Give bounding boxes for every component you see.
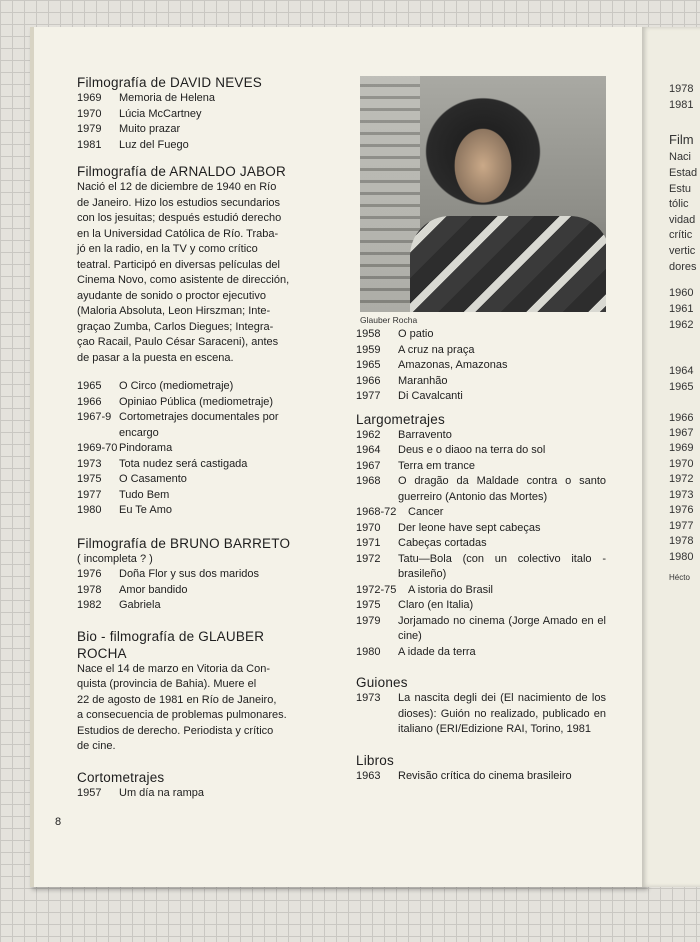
fragment: 1966 bbox=[669, 412, 694, 424]
film-title: Um día na rampa bbox=[119, 786, 204, 799]
rocha-heading-line: ROCHA bbox=[77, 645, 127, 661]
year: 1968 bbox=[356, 475, 381, 487]
film-title: Di Cavalcanti bbox=[398, 390, 463, 402]
filmography-row bbox=[77, 598, 317, 614]
filmography-row bbox=[77, 138, 317, 154]
fragment: 1977 bbox=[669, 520, 694, 532]
fragment: 1965 bbox=[669, 381, 694, 393]
rocha-heading-line: Bio - filmografía de GLAUBER bbox=[77, 628, 265, 644]
bio-line: graçao Zumba, Carlos Diegues; Integra- bbox=[77, 320, 274, 333]
book-page bbox=[30, 27, 646, 887]
year: 1973 bbox=[356, 692, 381, 704]
neves-heading: Filmografía de DAVID NEVES bbox=[77, 75, 263, 90]
film-title: Tatu—Bola (con un colectivo italo - brasileño) bbox=[398, 552, 606, 580]
barreto-note: ( incompleta ? ) bbox=[77, 552, 153, 565]
bio-line: çao Racail, Paulo César Saraceni), antes bbox=[77, 336, 279, 348]
jabor-bio bbox=[77, 180, 317, 366]
year: 1967-9 bbox=[77, 411, 112, 423]
film-title: Cortometrajes documentales por encargo bbox=[119, 411, 279, 439]
film-title: O dragão da Maldade contra o santo guerreiro (Antonio das Mortes) bbox=[398, 475, 606, 503]
bio-line: de Janeiro. Hizo los estudios secundarios bbox=[77, 196, 281, 209]
filmography-row bbox=[356, 614, 606, 645]
film-title: O Circo (mediometraje) bbox=[119, 380, 234, 392]
rocha-bio bbox=[77, 662, 317, 755]
fragment: Estad bbox=[669, 167, 698, 179]
filmography-row bbox=[356, 428, 606, 444]
year: 1969 bbox=[77, 92, 102, 104]
film-title: Maranhão bbox=[398, 374, 448, 387]
year: 1981 bbox=[77, 138, 102, 151]
barreto-list bbox=[77, 567, 317, 614]
shorts-heading: Cortometrajes bbox=[77, 769, 165, 785]
page-number: 8 bbox=[55, 816, 62, 828]
film-title: Tota nudez será castigada bbox=[119, 457, 248, 470]
filmography-row bbox=[356, 459, 606, 475]
shorts-list bbox=[356, 327, 606, 405]
features-heading: Largometrajes bbox=[356, 411, 445, 427]
film-title: Doña Flor y sus dos maridos bbox=[119, 568, 259, 580]
bio-line: (Maloria Absoluta, Leon Hirszman; Inte- bbox=[77, 305, 271, 317]
filmography-row bbox=[356, 598, 606, 614]
filmography-row bbox=[77, 583, 317, 599]
filmography-row bbox=[356, 536, 606, 552]
jabor-heading: Filmografía de ARNALDO JABOR bbox=[77, 164, 286, 179]
film-title: Pindorama bbox=[119, 442, 173, 454]
fragment: Hécto bbox=[669, 573, 690, 582]
year: 1969-70 bbox=[77, 442, 118, 454]
film-title: Muito prazar bbox=[119, 123, 181, 135]
bio-line: Nació el 12 de diciembre de 1940 en Río bbox=[77, 181, 277, 193]
bio-line: jó en la radio, en la TV y como crítico bbox=[77, 243, 258, 255]
filmography-row bbox=[77, 410, 317, 441]
filmography-row bbox=[77, 567, 317, 583]
year: 1964 bbox=[356, 444, 381, 456]
filmography-row bbox=[77, 91, 317, 107]
filmography-row bbox=[356, 374, 606, 390]
filmography-row bbox=[356, 358, 606, 374]
jabor-list bbox=[77, 379, 317, 519]
year: 1976 bbox=[77, 568, 102, 580]
filmography-row bbox=[77, 786, 317, 802]
year: 1967 bbox=[356, 459, 381, 472]
bio-line: Estudios de derecho. Periodista y crítico bbox=[77, 724, 274, 737]
film-title: Eu Te Amo bbox=[119, 504, 172, 516]
bio-line: en la Universidad Católica de Río. Traba- bbox=[77, 227, 279, 240]
fragment: 1972 bbox=[669, 473, 694, 485]
book-title: Revisão crítica do cinema brasileiro bbox=[398, 769, 572, 782]
filmography-row bbox=[356, 443, 606, 459]
fragment: 1981 bbox=[669, 99, 694, 111]
rocha-heading bbox=[77, 628, 317, 662]
fragment: 1967 bbox=[669, 427, 694, 439]
year: 1966 bbox=[77, 395, 102, 408]
filmography-row bbox=[77, 457, 317, 473]
fragment: Film bbox=[669, 132, 694, 147]
fragment: 1973 bbox=[669, 489, 694, 501]
year: 1982 bbox=[77, 599, 102, 611]
year: 1970 bbox=[77, 107, 102, 120]
fragment: 1962 bbox=[669, 319, 694, 331]
year: 1958 bbox=[356, 328, 381, 340]
filmography-row bbox=[356, 769, 606, 785]
filmography-row bbox=[356, 691, 606, 738]
year: 1957 bbox=[77, 786, 102, 799]
filmography-row bbox=[77, 379, 317, 395]
year: 1962 bbox=[356, 428, 381, 441]
filmography-row bbox=[77, 122, 317, 138]
patterned-sweater bbox=[410, 216, 606, 312]
script-title: La nascita degli dei (El nacimiento de los dioses): Guión no realizado, publicado en italiano (ERI/Edizione RAI, Torino, 1981 bbox=[398, 692, 606, 735]
right-column bbox=[356, 327, 606, 784]
bio-line: ayudante de sonido o proctor ejecutivo bbox=[77, 289, 266, 302]
film-title: Cabeças cortadas bbox=[398, 537, 487, 549]
filmography-row bbox=[77, 107, 317, 123]
film-title: Gabriela bbox=[119, 599, 161, 611]
film-title: Lúcia McCartney bbox=[119, 107, 202, 120]
year: 1965 bbox=[77, 380, 102, 392]
photo-caption: Glauber Rocha bbox=[360, 315, 418, 325]
features-list bbox=[356, 428, 606, 661]
filmography-row bbox=[77, 503, 317, 519]
fragment: 1960 bbox=[669, 287, 694, 299]
year: 1975 bbox=[77, 473, 102, 485]
fragment: Estu bbox=[669, 183, 692, 195]
film-title: Tudo Bem bbox=[119, 488, 170, 501]
bio-line: Nace el 14 de marzo en Vitoria da Con- bbox=[77, 662, 271, 675]
fragment: tólic bbox=[669, 198, 689, 210]
film-title: Barravento bbox=[398, 428, 452, 441]
filmography-row bbox=[356, 327, 606, 343]
film-title: A cruz na praça bbox=[398, 343, 475, 356]
year: 1977 bbox=[356, 390, 381, 402]
neves-list bbox=[77, 91, 317, 153]
film-title: Jorjamado no cinema (Jorge Amado en el cine) bbox=[398, 614, 606, 642]
year: 1979 bbox=[77, 123, 102, 135]
barreto-heading: Filmografía de BRUNO BARRETO bbox=[77, 535, 291, 551]
filmography-row bbox=[77, 395, 317, 411]
year: 1972 bbox=[356, 552, 381, 565]
year: 1966 bbox=[356, 374, 381, 387]
fragment: 1964 bbox=[669, 365, 694, 377]
film-title: Cancer bbox=[408, 506, 444, 518]
year: 1973 bbox=[77, 457, 102, 470]
fragment: 1978 bbox=[669, 83, 694, 95]
fragment: 1969 bbox=[669, 442, 694, 454]
film-title: Claro (en Italia) bbox=[398, 599, 474, 611]
bio-line: con los jesuitas; después estudió derecho bbox=[77, 212, 282, 224]
filmography-row bbox=[356, 505, 606, 521]
bio-line: teatral. Participó en diversas películas del bbox=[77, 258, 280, 271]
filmography-row bbox=[356, 389, 606, 405]
year: 1963 bbox=[356, 769, 381, 782]
year: 1980 bbox=[356, 645, 381, 658]
year: 1970 bbox=[356, 521, 381, 534]
filmography-row bbox=[77, 441, 317, 457]
film-title: A istoria do Brasil bbox=[408, 583, 493, 596]
year: 1979 bbox=[356, 614, 381, 627]
fragment: 1976 bbox=[669, 504, 694, 516]
film-title: Der leone have sept cabeças bbox=[398, 521, 541, 534]
film-title: Memoria de Helena bbox=[119, 92, 215, 104]
left-column bbox=[77, 74, 317, 801]
film-title: Terra em trance bbox=[398, 459, 476, 472]
filmography-row bbox=[356, 552, 606, 583]
fragment: 1970 bbox=[669, 458, 694, 470]
fragment: crític bbox=[669, 229, 693, 241]
film-title: Deus e o diaoo na terra do sol bbox=[398, 444, 546, 456]
film-title: Luz del Fuego bbox=[119, 138, 189, 151]
fragment: Naci bbox=[669, 151, 692, 163]
film-title: Amazonas, Amazonas bbox=[398, 359, 508, 371]
year: 1959 bbox=[356, 343, 381, 356]
bio-line: quista (provincia de Bahia). Muere el bbox=[77, 678, 257, 690]
bio-line: Cinema Novo, como asistente de dirección, bbox=[77, 274, 290, 286]
portrait-photo bbox=[360, 76, 606, 312]
filmography-row bbox=[356, 343, 606, 359]
scripts-heading: Guiones bbox=[356, 675, 408, 690]
fragment: 1961 bbox=[669, 303, 694, 315]
fragment: 1980 bbox=[669, 551, 694, 563]
year: 1971 bbox=[356, 537, 381, 549]
film-title: A idade da terra bbox=[398, 645, 476, 658]
year: 1968-72 bbox=[356, 506, 397, 518]
filmography-row bbox=[356, 521, 606, 537]
year: 1978 bbox=[77, 583, 102, 596]
year: 1975 bbox=[356, 599, 381, 611]
bio-line: 22 de agosto de 1981 en Río de Janeiro, bbox=[77, 693, 277, 706]
fragment: 1978 bbox=[669, 535, 694, 547]
year: 1980 bbox=[77, 504, 102, 516]
filmography-row bbox=[77, 488, 317, 504]
fragment: vertic bbox=[669, 245, 696, 257]
year: 1972-75 bbox=[356, 583, 397, 596]
fragment: vidad bbox=[669, 214, 696, 226]
film-title: Opiniao Pública (mediometraje) bbox=[119, 395, 274, 408]
year: 1965 bbox=[356, 359, 381, 371]
filmography-row bbox=[356, 583, 606, 599]
film-title: Amor bandido bbox=[119, 583, 188, 596]
fragment: dores bbox=[669, 261, 697, 273]
filmography-row bbox=[356, 645, 606, 661]
filmography-row bbox=[77, 472, 317, 488]
film-title: O Casamento bbox=[119, 473, 187, 485]
bio-line: de cine. bbox=[77, 740, 116, 752]
bio-line: de pasar a la puesta en escena. bbox=[77, 351, 234, 364]
books-heading: Libros bbox=[356, 752, 394, 768]
film-title: O patio bbox=[398, 328, 434, 340]
filmography-row bbox=[356, 474, 606, 505]
bio-line: a consecuencia de problemas pulmonares. bbox=[77, 709, 287, 721]
year: 1977 bbox=[77, 488, 102, 501]
